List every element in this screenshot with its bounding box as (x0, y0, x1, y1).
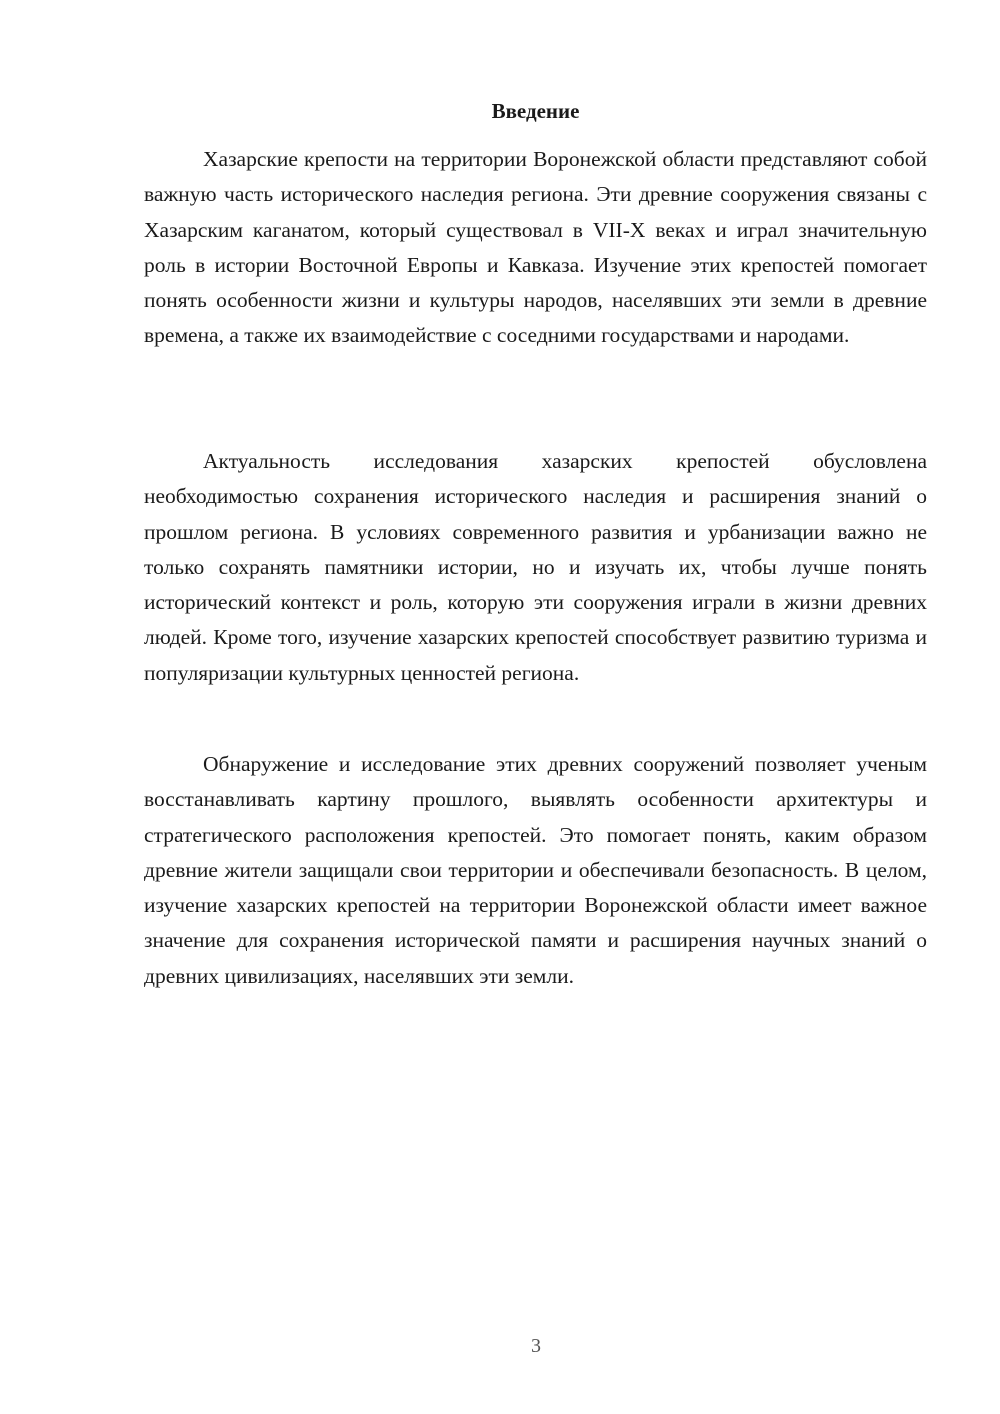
paragraph-3: Обнаружение и исследование этих древних сооружений позволяет ученым восстанавливать картину прошлого, выявлять особенности архитектуры и стратегического расположения крепостей. Это помогает понять, каким образом древние жители защищали свои территории и обеспечивали безопасность. В целом, изучение хазарских крепостей на территории Воронежской области имеет важное значение для сохранения исторической памяти и расширения научных знаний о древних цивилизациях, населявших эти земли. (144, 752, 927, 988)
paragraph-1: Хазарские крепости на территории Воронежской области представляют собой важную часть исторического наследия региона. Эти древние сооружения связаны с Хазарским каганатом, который существовал в VII-X веках и играл значительную роль в истории Восточной Европы и Кавказа. Изучение этих крепостей помогает понять особенности жизни и культуры народов, населявших эти земли в древние времена, а также их взаимодействие с соседними государствами и народами. (144, 147, 927, 348)
paragraph-2: Актуальность исследования хазарских крепостей обусловлена необходимостью сохранения исторического наследия и расширения знаний о прошлом региона. В условиях современного развития и урбанизации важно не только сохранять памятники истории, но и изучать их, чтобы лучше понять исторический контекст и роль, которую эти сооружения играли в жизни древних людей. Кроме того, изучение хазарских крепостей способствует развитию туризма и популяризации культурных ценностей региона. (144, 449, 927, 685)
page-number: 3 (531, 1335, 541, 1357)
section-title: Введение (491, 99, 580, 123)
